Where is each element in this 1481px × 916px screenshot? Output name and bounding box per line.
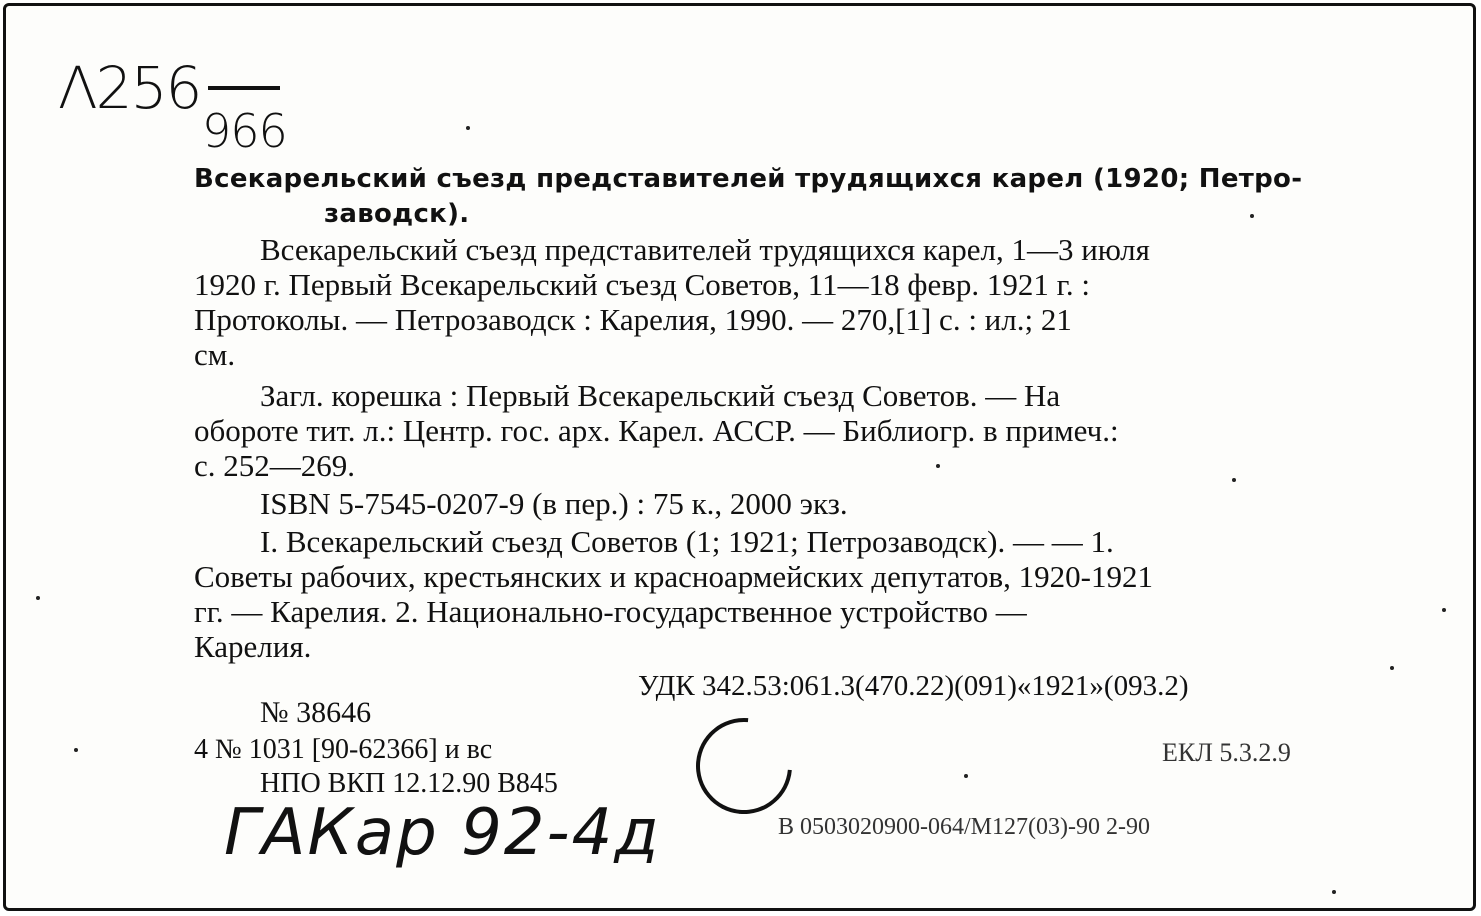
print-speck xyxy=(1390,666,1394,670)
body-line-4: см. xyxy=(194,337,236,372)
shelfmark-bottom: 966 xyxy=(202,104,287,158)
catalog-card xyxy=(3,3,1476,911)
print-speck xyxy=(936,464,940,468)
udk-classification: УДК 342.53:061.3(470.22)(091)«1921»(093.2) xyxy=(638,670,1189,702)
print-speck xyxy=(1442,608,1446,612)
tracing-line-4: Карелия. xyxy=(194,629,312,664)
print-speck xyxy=(1232,478,1236,482)
print-speck xyxy=(466,126,470,130)
print-speck xyxy=(74,748,78,752)
heading-line-1: Всекарельский съезд представителей трудящихся карел (1920; Петро- xyxy=(194,164,1303,194)
tracing-line-3: гг. — Карелия. 2. Национально-государственное устройство — xyxy=(194,594,1027,629)
body-line-2: 1920 г. Первый Всекарельский съезд Советов, 11—18 февр. 1921 г. : xyxy=(194,267,1090,302)
tracing-line-1: I. Всекарельский съезд Советов (1; 1921; Петрозаводск). — — 1. xyxy=(260,524,1114,559)
shelfmark-top: Λ256 xyxy=(58,54,201,122)
print-speck xyxy=(964,774,968,778)
body-line-1: Всекарельский съезд представителей трудящихся карел, 1—3 июля xyxy=(260,232,1150,267)
print-speck xyxy=(36,596,40,600)
printer-imprint: НПО ВКП 12.12.90 В845 xyxy=(260,768,558,799)
card-number: № 38646 xyxy=(260,696,372,729)
ekl-code: ЕКЛ 5.3.2.9 xyxy=(1162,738,1291,767)
note-line-1: Загл. корешка : Первый Всекарельский съезд Советов. — На xyxy=(260,378,1061,413)
accession-handwritten: ГАКар 92-4д xyxy=(224,796,661,870)
print-speck xyxy=(1332,890,1336,894)
shelfmark-divider xyxy=(208,86,280,90)
tracing-line-2: Советы рабочих, крестьянских и красноармейских депутатов, 1920-1921 xyxy=(194,559,1154,594)
note-line-2: обороте тит. л.: Центр. гос. арх. Карел. АССР. — Библиогр. в примеч.: xyxy=(194,413,1119,448)
isbn-line: ISBN 5-7545-0207-9 (в пер.) : 75 к., 2000 экз. xyxy=(260,486,848,521)
print-speck xyxy=(1250,214,1254,218)
body-line-3: Протоколы. — Петрозаводск : Карелия, 1990. — 270,[1] с. : ил.; 21 xyxy=(194,302,1072,337)
order-number: 4 № 1031 [90-62366] и вс xyxy=(194,734,493,765)
heading-line-2: заводск). xyxy=(324,199,470,229)
note-line-3: с. 252—269. xyxy=(194,448,356,483)
publication-code: В 0503020900-064/М127(03)-90 2-90 xyxy=(778,814,1150,840)
